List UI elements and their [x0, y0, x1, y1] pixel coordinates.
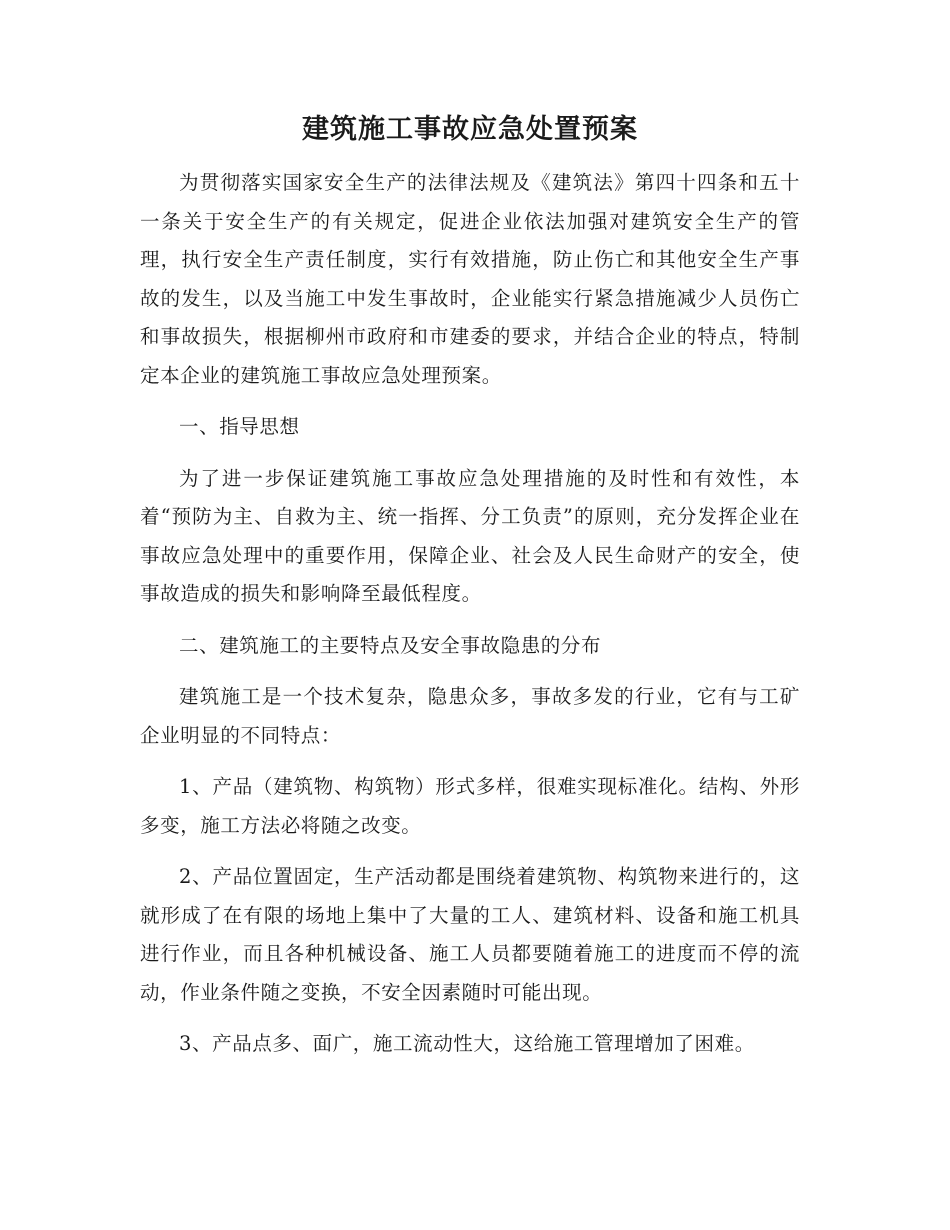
paragraph-intro: 为贯彻落实国家安全生产的法律法规及《建筑法》第四十四条和五十一条关于安全生产的有关规定，促进企业依法加强对建筑安全生产的管理，执行安全生产责任制度，实行有效措施，防止伤亡和其他安全生产事故的发生，以及当施工中发生事故时，企业能实行紧急措施减少人员伤亡和事故损失，根据柳州市政府和市建委的要求，并结合企业的特点，特制定本企业的建筑施工事故应急处理预案。 — [140, 171, 800, 387]
document-title: 建筑施工事故应急处置预案 — [302, 114, 638, 145]
paragraph-features-intro: 建筑施工是一个技术复杂，隐患众多，事故多发的行业，它有与工矿企业明显的不同特点： — [140, 685, 800, 747]
list-item-2: 2、产品位置固定，生产活动都是围绕着建筑物、构筑物来进行的，这就形成了在有限的场地上集中了大量的工人、建筑材料、设备和施工机具进行作业，而且各种机械设备、施工人员都要随着施工的进度而不停的流动，作业条件随之变换，不安全因素随时可能出现。 — [140, 865, 800, 1004]
paragraph-guiding-ideology: 为了进一步保证建筑施工事故应急处理措施的及时性和有效性，本着“预防为主、自救为主、统一指挥、分工负责”的原则，充分发挥企业在事故应急处理中的重要作用，保障企业、社会及人民生命财产的安全，使事故造成的损失和影响降至最低程度。 — [140, 466, 800, 605]
list-item-3: 3、产品点多、面广，施工流动性大，这给施工管理增加了困难。 — [179, 1032, 755, 1055]
heading-guiding-ideology: 一、指导思想 — [179, 415, 300, 438]
document-page — [140, 110, 800, 1077]
list-item-1: 1、产品（建筑物、构筑物）形式多样，很难实现标准化。结构、外形多变，施工方法必将随之改变。 — [140, 775, 800, 837]
heading-construction-features: 二、建筑施工的主要特点及安全事故隐患的分布 — [179, 633, 602, 657]
